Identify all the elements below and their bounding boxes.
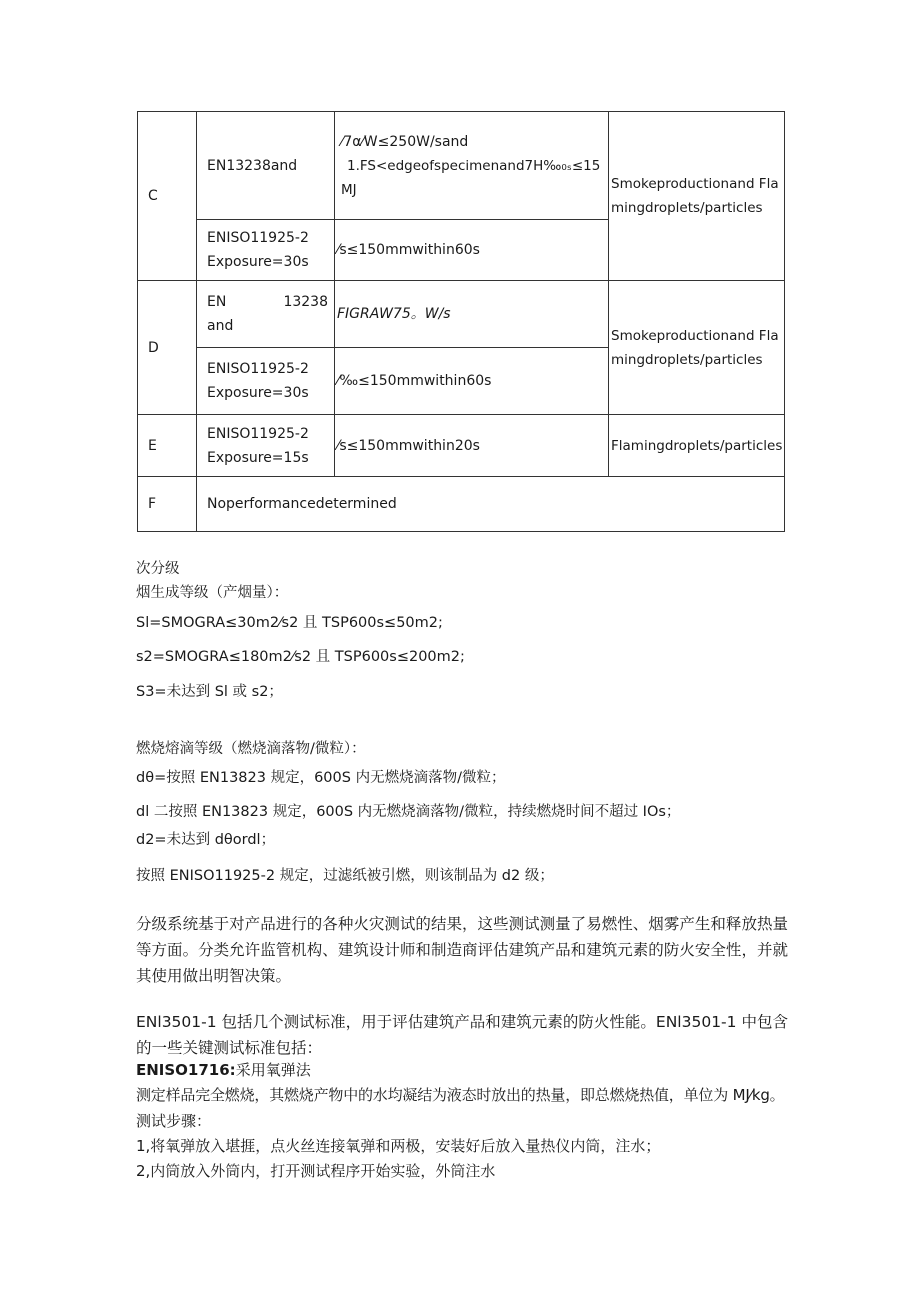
smoke-class-s2: s2=SMOGRA≤180m2⁄s2 且 TSP600s≤200m2; (136, 649, 465, 665)
no-performance-cell: Noperformancedetermined (197, 477, 785, 532)
standard-cell (197, 220, 335, 281)
table-row (138, 112, 785, 220)
smoke-class-s3: S3=未达到 Sl 或 s2； (136, 684, 283, 700)
additional-classification-cell: Flamingdroplets/particles (609, 415, 785, 477)
standard-line: ENISO11925-2 (207, 425, 309, 442)
subclass-heading: 次分级 (136, 561, 180, 577)
classification-paragraph: 分级系统基于对产品进行的各种火灾测试的结果，这些测试测量了易燃性、烟雾产生和释放热量等方面。分类允许监管机构、建筑设计师和制造商评估建筑产品和建筑元素的防火安全性，并就其使用做出明智决策。 (136, 915, 788, 985)
criteria-line: 1.FS<edgeofspecimenand7H‰₀ₛ≤15MJ (341, 157, 601, 198)
droplet-class-d2-note: 按照 ENISO11925-2 规定，过滤纸被引燃，则该制品为 d2 级； (136, 868, 554, 884)
table-row (138, 415, 785, 477)
class-cell: E (138, 415, 197, 477)
steps-heading: 测试步骤： (136, 1112, 212, 1130)
criteria-cell: ⁄‰≤150mmwithin60s (335, 348, 609, 415)
criteria-cell: ⁄s≤150mmwithin60s (335, 220, 609, 281)
standard-cell (197, 415, 335, 477)
iso1716-title (136, 1058, 311, 1082)
criteria-cell: ⁄s≤150mmwithin20s (335, 415, 609, 477)
standard-line: Exposure=15s (207, 449, 309, 466)
standard-cell (197, 348, 335, 415)
standard-line: Exposure=30s (207, 385, 309, 401)
droplet-heading: 燃烧熔滴等级（燃烧滴落物/微粒）： (136, 741, 366, 757)
criteria-line: ⁄7α⁄W≤250W/sand (341, 133, 469, 150)
standard-cell (197, 281, 335, 348)
criteria-cell (335, 112, 609, 220)
smoke-heading: 烟生成等级（产烟量）： (136, 585, 289, 601)
class-cell: D (138, 281, 197, 415)
iso1716-title-bold: ENISO1716: (136, 1061, 236, 1079)
table-row (138, 281, 785, 348)
additional-classification-cell: Smokeproductionand Flamingdroplets/particles (609, 112, 785, 281)
droplet-class-d1: dl 二按照 EN13823 规定，600S 内无燃烧滴落物/微粒，持续燃烧时间不超过 IOs； (136, 804, 681, 820)
standard-line: ENISO11925-2 (207, 230, 309, 246)
test-step-2: 2,内筒放入外筒内，打开测试程序开始实验，外筒注水 (136, 1162, 496, 1180)
standard-cell: EN13238and (197, 112, 335, 220)
iso1716-description: 测定样品完全燃烧，其燃烧产物中的水均凝结为液态时放出的热量，即总燃烧热值，单位为 MJ⁄kg。 (136, 1086, 785, 1104)
standard-line: ENISO11925-2 (207, 361, 309, 377)
table-row (138, 477, 785, 532)
droplet-class-d0: dθ=按照 EN13823 规定，600S 内无燃烧滴落物/微粒； (136, 770, 506, 786)
classification-table (137, 111, 785, 532)
criteria-cell: FIGRAW75。W/s (335, 281, 609, 348)
class-cell: C (138, 112, 197, 281)
droplet-class-d2: d2=未达到 dθordl； (136, 832, 276, 848)
standard-line: and (207, 318, 234, 334)
standards-paragraph: ENl3501-1 包括几个测试标准，用于评估建筑产品和建筑元素的防火性能。ENl3501-1 中包含的一些关键测试标准包括： (136, 1013, 788, 1057)
test-step-1: 1,将氧弹放入堪捱，点火丝连接氧弹和两极，安装好后放入量热仪内筒，注水； (136, 1137, 661, 1155)
smoke-class-s1: Sl=SMOGRA≤30m2⁄s2 且 TSP600s≤50m2; (136, 615, 443, 631)
standard-line: Exposure=30s (207, 254, 309, 270)
standard-word: 13238 (283, 294, 328, 310)
class-cell: F (138, 477, 197, 532)
additional-classification-cell: Smokeproductionand Flamingdroplets/particles (609, 281, 785, 415)
standard-line (207, 290, 328, 314)
iso1716-title-rest: 采用氧弹法 (235, 1061, 311, 1079)
standard-word: EN (207, 294, 227, 310)
